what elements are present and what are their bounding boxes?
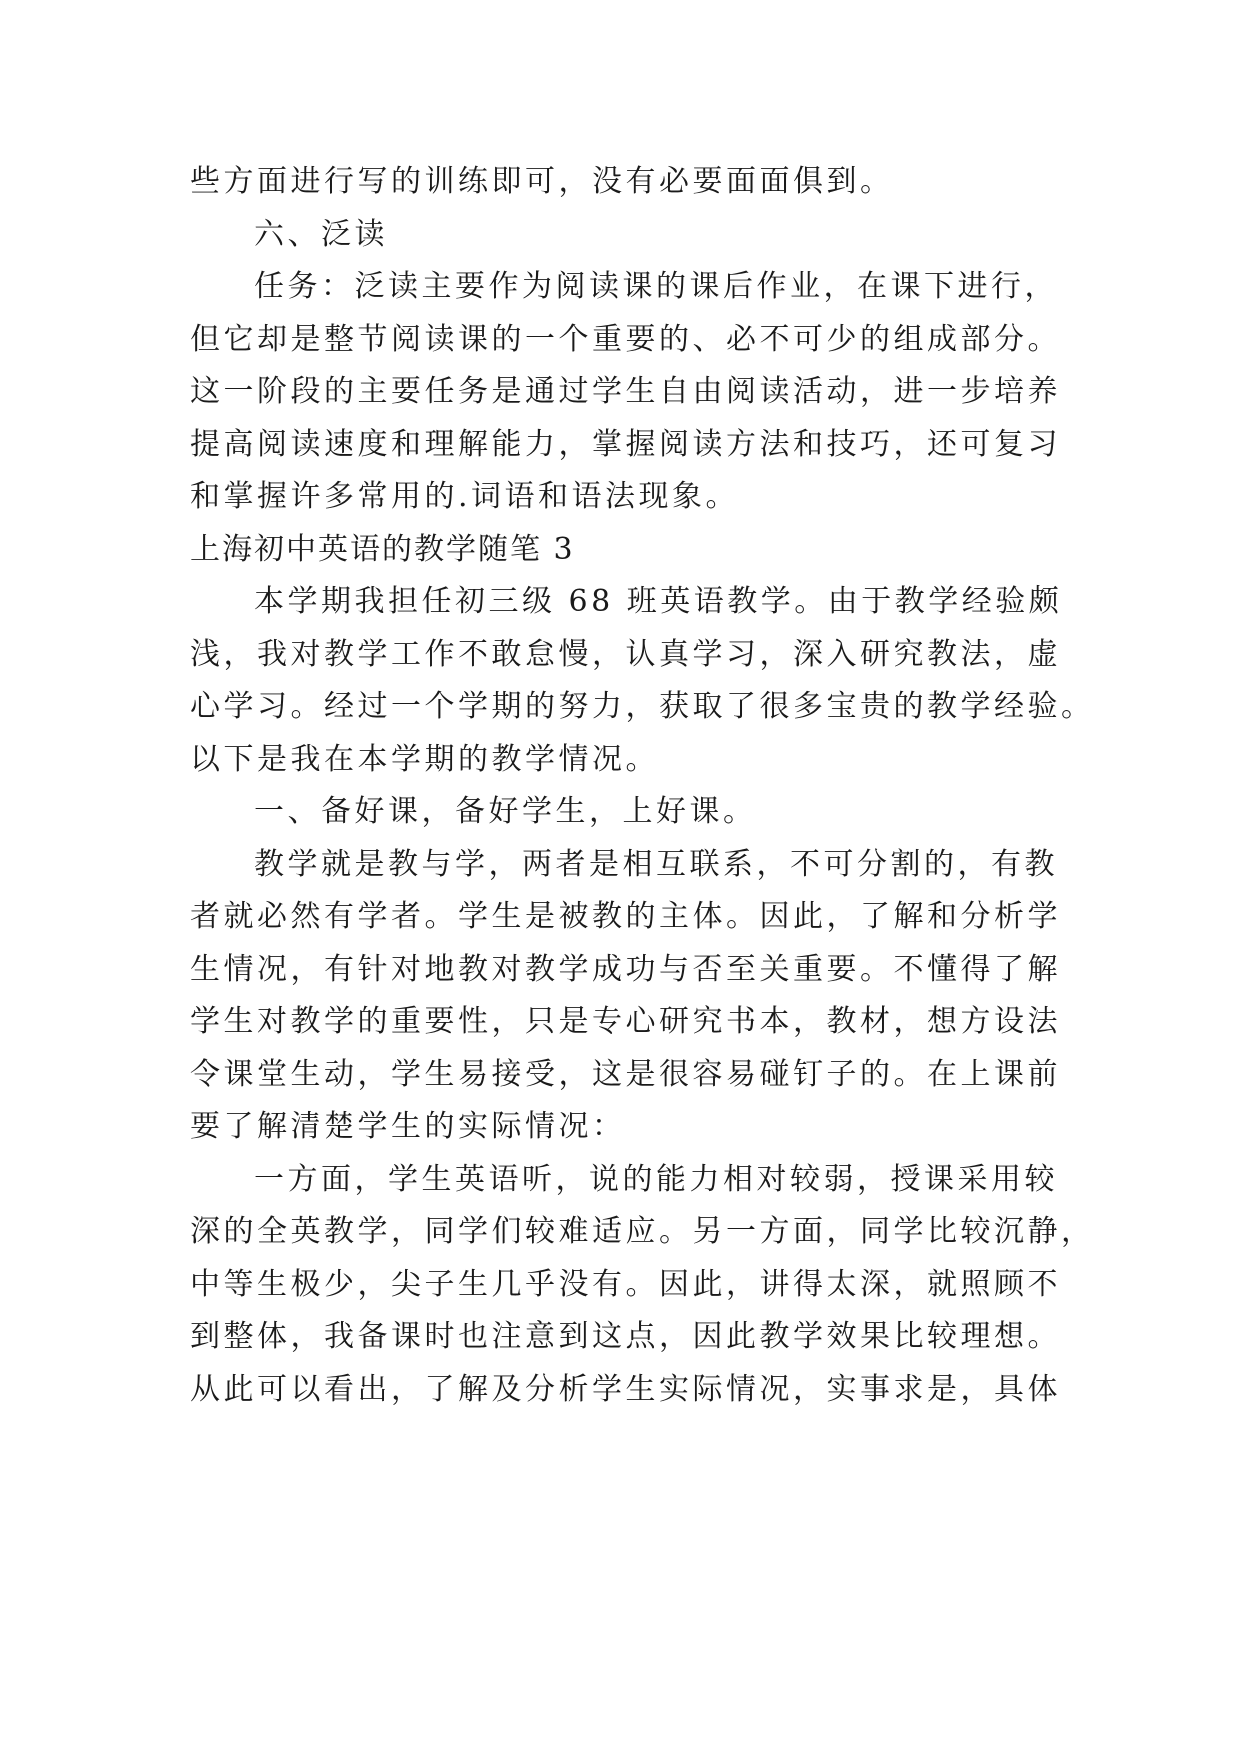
body-line: 从此可以看出，了解及分析学生实际情况，实事求是，具体 [190, 1371, 1061, 1407]
body-line: 要了解清楚学生的实际情况： [190, 1109, 626, 1144]
body-line: 提高阅读速度和理解能力，掌握阅读方法和技巧，还可复习 [190, 426, 1061, 462]
body-line: 令课堂生动，学生易接受，这是很容易碰钉子的。在上课前 [190, 1056, 1061, 1092]
body-line: 浅，我对教学工作不敢怠慢，认真学习，深入研究教法，虚 [190, 636, 1061, 672]
body-line: 学生对教学的重要性，只是专心研究书本，教材，想方设法 [190, 1004, 1061, 1039]
body-line: 这一阶段的主要任务是通过学生自由阅读活动，进一步培养 [190, 374, 1061, 409]
body-line: 心学习。经过一个学期的努力，获取了很多宝贵的教学经验。 [190, 689, 1095, 724]
body-line: 者就必然有学者。学生是被教的主体。因此，了解和分析学 [190, 899, 1061, 934]
body-line: 生情况，有针对地教对教学成功与否至关重要。不懂得了解 [190, 951, 1061, 987]
paragraph-start: 教学就是教与学，两者是相互联系，不可分割的，有教 [254, 846, 1058, 882]
body-line: 中等生极少，尖子生几乎没有。因此，讲得太深，就照顾不 [190, 1266, 1061, 1302]
body-line: 些方面进行写的训练即可，没有必要面面俱到。 [190, 164, 894, 199]
document-body [190, 156, 1095, 1416]
section-heading: 一、备好课，备好学生，上好课。 [254, 794, 757, 829]
body-line: 但它却是整节阅读课的一个重要的、必不可少的组成部分。 [190, 321, 1061, 357]
section-heading: 六、泛读 [254, 216, 388, 252]
paragraph-start: 本学期我担任初三级 68 班英语教学。由于教学经验颇 [254, 584, 1063, 619]
body-line: 和掌握许多常用的.词语和语法现象。 [190, 479, 740, 514]
article-title: 上海初中英语的教学随笔 3 [190, 531, 575, 567]
paragraph-start: 一方面，学生英语听，说的能力相对较弱，授课采用较 [254, 1161, 1058, 1197]
paragraph-start: 任务：泛读主要作为阅读课的课后作业，在课下进行， [254, 269, 1058, 304]
body-line: 深的全英教学，同学们较难适应。另一方面，同学比较沉静， [190, 1214, 1095, 1249]
body-line: 以下是我在本学期的教学情况。 [190, 741, 659, 777]
body-line: 到整体，我备课时也注意到这点，因此教学效果比较理想。 [190, 1319, 1061, 1354]
